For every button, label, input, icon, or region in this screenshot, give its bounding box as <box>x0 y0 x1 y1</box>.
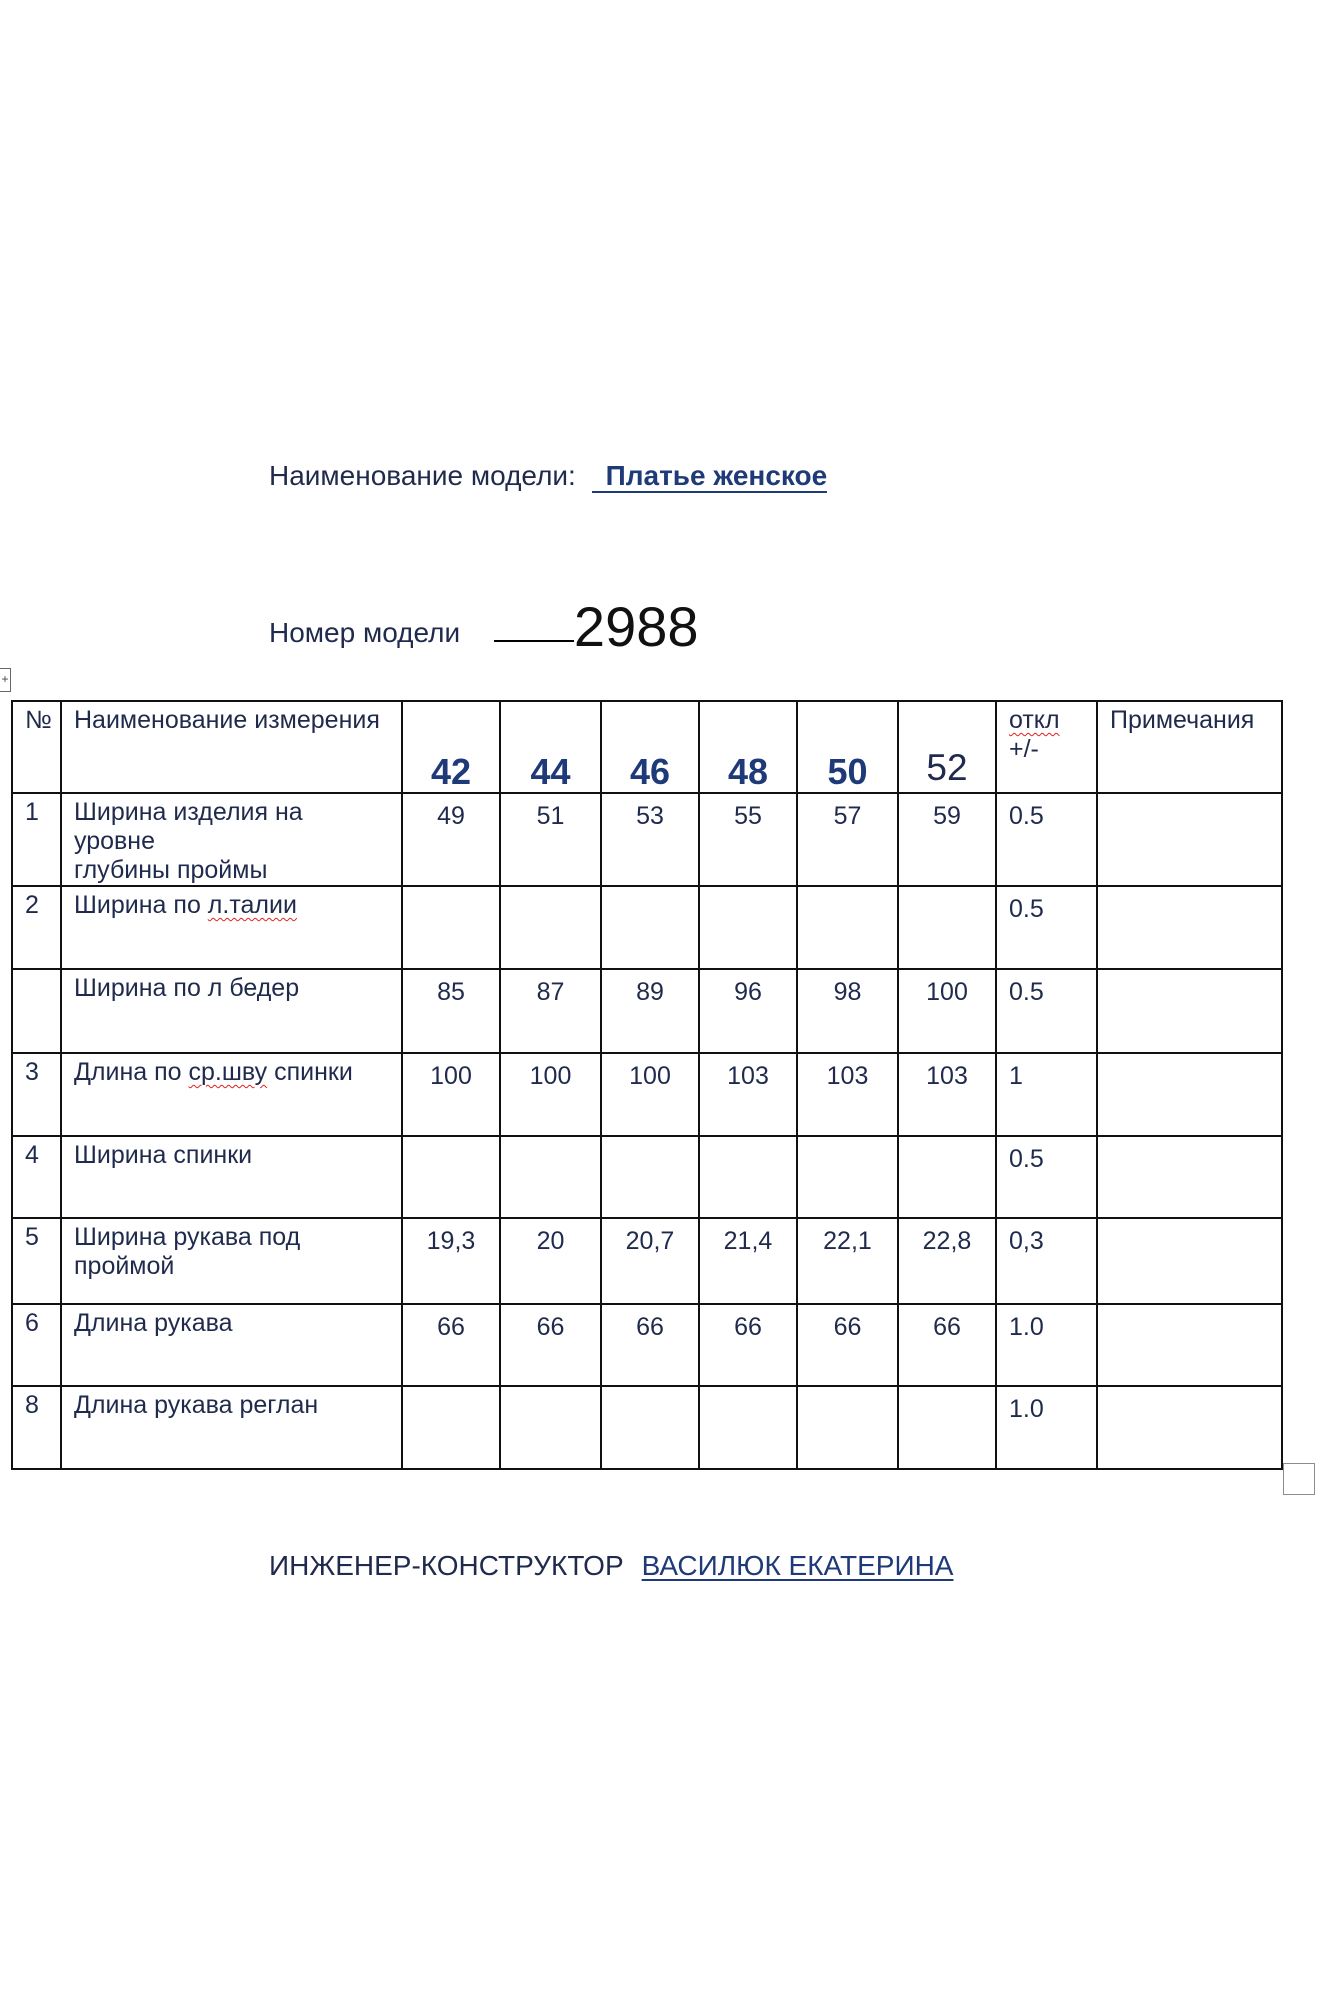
tolerance-value: 0.5 <box>996 1136 1097 1218</box>
engineer-role-label: ИНЖЕНЕР-КОНСТРУКТОР <box>269 1550 624 1581</box>
size-value-42 <box>402 1136 500 1218</box>
size-value-48: 96 <box>699 969 797 1053</box>
size-value-44: 20 <box>500 1218 601 1304</box>
row-number: 8 <box>12 1386 61 1469</box>
measurement-name <box>61 886 402 969</box>
model-name-label: Наименование модели: <box>269 460 576 491</box>
size-value-42: 49 <box>402 793 500 886</box>
table-row <box>12 1386 1282 1469</box>
measurement-table <box>11 700 1283 1470</box>
table-resize-handle-icon[interactable] <box>1283 1463 1315 1495</box>
tolerance-value: 0.5 <box>996 969 1097 1053</box>
table-header-row <box>12 701 1282 793</box>
size-value-46: 20,7 <box>601 1218 699 1304</box>
size-value-52 <box>898 1386 996 1469</box>
size-value-48: 66 <box>699 1304 797 1386</box>
row-number: 4 <box>12 1136 61 1218</box>
row-number: 5 <box>12 1218 61 1304</box>
measurement-name-line: Ширина изделия на <box>74 798 303 826</box>
note-cell <box>1097 886 1282 969</box>
size-value-46: 66 <box>601 1304 699 1386</box>
size-value-52: 66 <box>898 1304 996 1386</box>
row-number: 3 <box>12 1053 61 1136</box>
tolerance-label-2: +/- <box>1009 735 1039 763</box>
col-name-header: Наименование измерения <box>61 701 402 793</box>
measurement-name: Ширина спинки <box>61 1136 402 1218</box>
size-value-50: 66 <box>797 1304 898 1386</box>
table-row <box>12 1304 1282 1386</box>
measurement-name-line: Ширина рукава под <box>74 1223 301 1251</box>
size-header-44: 44 <box>500 701 601 793</box>
size-value-52: 100 <box>898 969 996 1053</box>
note-cell <box>1097 969 1282 1053</box>
size-value-48 <box>699 1386 797 1469</box>
size-value-48: 103 <box>699 1053 797 1136</box>
note-cell <box>1097 1136 1282 1218</box>
tolerance-value: 1 <box>996 1053 1097 1136</box>
table-body <box>12 701 1282 1469</box>
size-value-52 <box>898 886 996 969</box>
size-value-46 <box>601 886 699 969</box>
table-row <box>12 1053 1282 1136</box>
model-number-label: Номер модели <box>269 617 461 648</box>
size-value-44: 66 <box>500 1304 601 1386</box>
measurement-name-part: спинки <box>267 1058 353 1086</box>
note-cell <box>1097 793 1282 886</box>
row-number <box>12 969 61 1053</box>
note-cell <box>1097 1053 1282 1136</box>
size-value-50 <box>797 1136 898 1218</box>
tolerance-value: 0.5 <box>996 793 1097 886</box>
size-value-52: 103 <box>898 1053 996 1136</box>
size-value-44 <box>500 1386 601 1469</box>
size-value-46: 89 <box>601 969 699 1053</box>
col-no-header: № <box>12 701 61 793</box>
table-row <box>12 1218 1282 1304</box>
measurement-name-line: глубины проймы <box>74 856 268 884</box>
size-value-50: 57 <box>797 793 898 886</box>
measurement-name: Длина рукава <box>61 1304 402 1386</box>
size-header-46: 46 <box>601 701 699 793</box>
measurement-name-part: Длина по <box>74 1058 189 1086</box>
size-value-50 <box>797 886 898 969</box>
measurement-name: Ширина по л бедер <box>61 969 402 1053</box>
size-value-52 <box>898 1136 996 1218</box>
size-value-42 <box>402 886 500 969</box>
tolerance-value: 0,3 <box>996 1218 1097 1304</box>
size-value-52: 22,8 <box>898 1218 996 1304</box>
size-value-44: 51 <box>500 793 601 886</box>
size-value-44 <box>500 1136 601 1218</box>
table-row <box>12 793 1282 886</box>
size-value-48: 21,4 <box>699 1218 797 1304</box>
size-value-42: 85 <box>402 969 500 1053</box>
size-value-42: 19,3 <box>402 1218 500 1304</box>
engineer-name: ВАСИЛЮК ЕКАТЕРИНА <box>641 1550 954 1581</box>
engineer-line <box>269 1550 953 1582</box>
row-number: 2 <box>12 886 61 969</box>
model-name-line <box>269 460 827 493</box>
note-cell <box>1097 1304 1282 1386</box>
size-value-46 <box>601 1136 699 1218</box>
tolerance-value: 0.5 <box>996 886 1097 969</box>
tolerance-value: 1.0 <box>996 1386 1097 1469</box>
notes-header: Примечания <box>1097 701 1282 793</box>
size-value-44: 87 <box>500 969 601 1053</box>
row-number: 6 <box>12 1304 61 1386</box>
size-value-52: 59 <box>898 793 996 886</box>
measurement-name-line: проймой <box>74 1252 175 1280</box>
table-move-handle-icon[interactable]: + <box>0 668 11 692</box>
row-number: 1 <box>12 793 61 886</box>
measurement-name-part: Ширина по <box>74 891 208 919</box>
note-cell <box>1097 1386 1282 1469</box>
size-value-46: 100 <box>601 1053 699 1136</box>
size-value-50: 103 <box>797 1053 898 1136</box>
size-value-42 <box>402 1386 500 1469</box>
size-value-42: 100 <box>402 1053 500 1136</box>
tolerance-header <box>996 701 1097 793</box>
model-name-value: Платье женское <box>592 461 828 493</box>
measurement-name-part: ср.шву <box>188 1058 268 1086</box>
size-value-46: 53 <box>601 793 699 886</box>
size-value-44 <box>500 886 601 969</box>
size-value-50 <box>797 1386 898 1469</box>
size-value-42: 66 <box>402 1304 500 1386</box>
measurement-name: Длина рукава реглан <box>61 1386 402 1469</box>
table-row <box>12 969 1282 1053</box>
size-header-50: 50 <box>797 701 898 793</box>
size-value-50: 22,1 <box>797 1218 898 1304</box>
model-number-value: 2988 <box>573 595 699 658</box>
size-value-46 <box>601 1386 699 1469</box>
size-header-42: 42 <box>402 701 500 793</box>
tolerance-label-1: откл <box>1009 706 1060 734</box>
measurement-name-part: л.талии <box>207 891 297 919</box>
tolerance-value: 1.0 <box>996 1304 1097 1386</box>
model-number-line <box>269 590 699 658</box>
size-value-50: 98 <box>797 969 898 1053</box>
measurement-name-line: уровне <box>74 827 156 855</box>
note-cell <box>1097 1218 1282 1304</box>
size-value-48 <box>699 886 797 969</box>
measurement-name <box>61 1218 402 1304</box>
size-value-48: 55 <box>699 793 797 886</box>
size-value-48 <box>699 1136 797 1218</box>
size-header-52: 52 <box>898 701 996 793</box>
model-number-rule <box>494 639 574 642</box>
size-value-44: 100 <box>500 1053 601 1136</box>
table-row <box>12 1136 1282 1218</box>
measurement-name <box>61 793 402 886</box>
table-row <box>12 886 1282 969</box>
measurement-name <box>61 1053 402 1136</box>
size-header-48: 48 <box>699 701 797 793</box>
